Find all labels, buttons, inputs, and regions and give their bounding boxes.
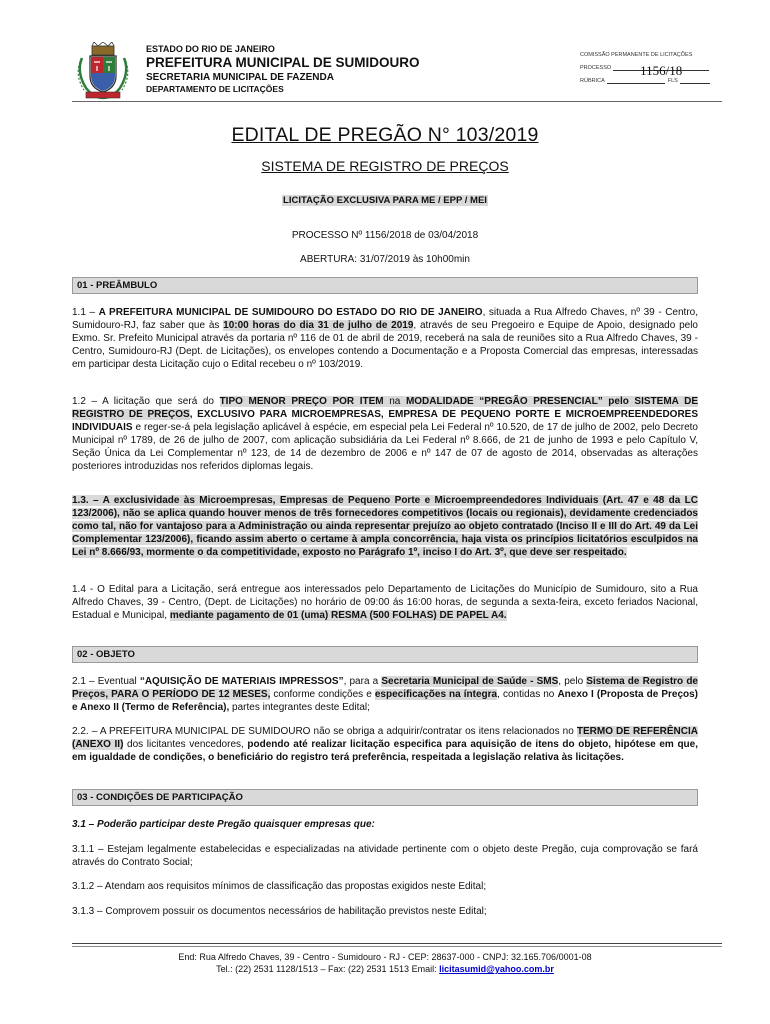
- paragraph-2-2: [72, 725, 698, 764]
- commission-label: COMISSÃO PERMANENTE DE LICITAÇÕES: [580, 52, 693, 58]
- text-run: Secretaria Municipal de Saúde - SMS: [381, 676, 559, 687]
- text-run: TERMO DE REFERÊNCIA (ANEXO II): [72, 726, 699, 750]
- text-run: 3.1 – Poderão participar deste Pregão quaisquer empresas que:: [72, 819, 375, 830]
- section-heading-condicoes: 03 - CONDIÇÕES DE PARTICIPAÇÃO: [72, 789, 698, 806]
- text-run: 1.4 - O Edital para a Licitação, será entregue aos interessados pelo Departamento de Licitações do Município de Sumidouro, sito a Rua Alfredo Chaves, 39 - Centro, (Dept. de Licitações) no horário de 09:00 ás 16:00 horas, de segunda a sexta-feira, exceto feriados Nacional, Estadual e Municipal,: [72, 584, 698, 621]
- text-run: Sistema de Registro de Preços, PARA O PERÍODO DE 12 MESES,: [72, 676, 698, 700]
- header-divider: [72, 101, 722, 102]
- paragraph-3-1: [72, 818, 698, 831]
- text-run: “AQUISIÇÃO DE MATERIAIS IMPRESSOS”: [139, 676, 344, 687]
- text-run: 2.1 – Eventual: [72, 676, 140, 687]
- text-run: 10:00 horas do dia 31 de julho de 2019: [223, 320, 414, 331]
- text-run: , contidas no: [497, 689, 558, 700]
- paragraph-3-1-2: [72, 880, 698, 893]
- text-run: , através de seu Pregoeiro e Equipe de Apoio, designado pelo Exmo. Sr. Prefeito Municipal através da portaria nº 116 de 01 de abril de 2019, receberá na sala de reuniões sito a Rua Alfredo Chaves, 39 - Centro, Sumidouro-RJ (Dept. de Licitações), os envelopes contendo a Documentação e a Proposta Comercial das empresas, interessadas em participar desta Licitação cujo o Edital recebeu o nº 103/2019.: [72, 320, 698, 370]
- text-run: partes integrantes deste Edital;: [229, 702, 370, 713]
- paragraph-3-1-3: [72, 905, 698, 918]
- text-run: TIPO MENOR PREÇO POR ITEM: [219, 396, 384, 407]
- text-run: podendo até realizar licitação especifica para aquisição de itens do objeto, hipótese em que, em igualdade de condições, o beneficiário do registro terá preferência, respeitada a legislação relativa às licitações.: [72, 739, 698, 763]
- paragraph-1-3: [72, 494, 698, 559]
- email-link[interactable]: licitasumid@yahoo.com.br: [439, 964, 554, 974]
- process-number: 1156/18: [640, 63, 683, 78]
- exclusive-text: LICITAÇÃO EXCLUSIVA PARA ME / EPP / MEI: [283, 195, 487, 206]
- process-label: PROCESSO: [580, 65, 612, 71]
- paragraph-1-2: [72, 395, 698, 473]
- text-run: , EXCLUSIVO PARA MICROEMPRESAS, EMPRESA DE PEQUENO PORTE E MICROEMPREENDEDORES INDIVIDUAIS: [72, 409, 699, 433]
- document-subtitle: SISTEMA DE REGISTRO DE PREÇOS: [261, 158, 509, 174]
- header-text: [146, 44, 516, 94]
- text-run: 1.1 –: [72, 307, 99, 318]
- text-run: 3.1.3 – Comprovem possuir os documentos necessários de habilitação previstos neste Edital;: [72, 906, 487, 917]
- text-run: conforme condições e: [270, 689, 375, 700]
- coat-of-arms-icon: [72, 42, 134, 100]
- section-heading-objeto: 02 - OBJETO: [72, 646, 698, 663]
- text-run: na: [383, 396, 406, 407]
- text-run: Anexo I (Proposta de Preços) e Anexo II (Termo de Referência),: [72, 689, 699, 713]
- commission-stamp: [580, 52, 720, 84]
- department-name: DEPARTAMENTO DE LICITAÇÕES: [146, 84, 284, 94]
- page-footer: [0, 951, 770, 975]
- text-run: 1.2 – A licitação que será do: [72, 396, 220, 407]
- fls-label: FLS: [667, 78, 678, 84]
- text-run: , pelo: [558, 676, 587, 687]
- text-run: mediante pagamento de 01 (uma) RESMA (500 FOLHAS) DE PAPEL A4.: [169, 610, 507, 621]
- text-run: MODALIDADE “PREGÃO PRESENCIAL” pelo SISTEMA DE REGISTRO DE PREÇOS: [72, 396, 698, 420]
- text-run: 3.1.1 – Estejam legalmente estabelecidas e especializadas na atividade pertinente com o objeto deste Pregão, cuja comprovação se fará através do Contrato Social;: [72, 844, 698, 868]
- text-run: especificações na íntegra: [374, 689, 498, 700]
- section-heading-preambulo: 01 - PREÂMBULO: [72, 277, 698, 294]
- city-hall-name: PREFEITURA MUNICIPAL DE SUMIDOURO: [146, 55, 420, 70]
- text-run: 3.1.2 – Atendam aos requisitos mínimos de classificação das propostas exigidos neste Edital;: [72, 881, 487, 892]
- page-header: [72, 40, 722, 100]
- text-run: dos licitantes vencedores,: [123, 739, 248, 750]
- text-run: e reger-se-á pela legislação aplicável à espécie, em especial pela Lei Federal nº 10.520, de 17 de julho de 2002, pelo Decreto Municipal nº 1789, de 26 de julho de 2007, com aplicação subsidiária da Lei Federal nº 8.666, de 21 de junho de 1993 e pelo Capítulo V, Seção Única da Lei Complementar nº 123, de 14 de dezembro de 2006 e nº 147 de 07 de agosto de 2014, observadas as alterações posteriores introduzidas nos referidos diplomas legais.: [72, 422, 698, 472]
- text-run: A PREFEITURA MUNICIPAL DE SUMIDOURO DO ESTADO DO RIO DE JANEIRO: [98, 307, 483, 318]
- paragraph-1-4: [72, 583, 698, 622]
- exclusive-notice: [0, 195, 770, 206]
- process-line: PROCESSO Nº 1156/2018 de 03/04/2018: [291, 230, 479, 241]
- footer-divider-thin: [72, 946, 722, 947]
- footer-phone: Tel.: (22) 2531 1128/1513 – Fax: (22) 2531 1513 Email:: [216, 964, 440, 974]
- secretariat-name: SECRETARIA MUNICIPAL DE FAZENDA: [146, 72, 334, 83]
- footer-address: End: Rua Alfredo Chaves, 39 - Centro - Sumidouro - RJ - CEP: 28637-000 - CNPJ: 32.165.706/0001-08: [178, 952, 592, 962]
- text-run: , situada a Rua Alfredo Chaves, nº 39 - Centro, Sumidouro-RJ, faz saber que às: [72, 307, 698, 331]
- text-run: 1.3. – A exclusividade às Microempresas, Empresas de Pequeno Porte e Microempreendedores Individuais (Art. 47 e 48 da LC 123/2006), não se aplica quando houver menos de três fornecedores competitivos (locais ou regionais), devidamente credenciados como tal, não for vantajoso para a Administração ou ainda representar prejuízo ao objeto contratado (Inciso II e III do Art. 49 da Lei Complementar 123/2006), ficando assim aberto o certame à ampla concorrência, haja vista os princípios licitatórios esculpidos na Lei nº 8.666/93, mormente o da competitividade, exposto no Parágrafo 1º, inciso I do Art. 3º, que deve ser respeitado.: [72, 495, 698, 558]
- paragraph-1-1: [72, 306, 698, 371]
- state-name: ESTADO DO RIO DE JANEIRO: [146, 44, 275, 54]
- footer-divider: [72, 943, 722, 944]
- opening-line: ABERTURA: 31/07/2019 às 10h00min: [300, 254, 470, 265]
- text-run: 2.2. – A PREFEITURA MUNICIPAL DE SUMIDOURO não se obriga a adquirir/contratar os itens relacionados no: [72, 726, 577, 737]
- footer-contact: [0, 963, 770, 975]
- document-title: EDITAL DE PREGÃO N° 103/2019: [231, 124, 539, 146]
- text-run: , para a: [343, 676, 382, 687]
- paragraph-2-1: [72, 675, 698, 714]
- paragraph-3-1-1: [72, 843, 698, 869]
- rubrica-label: RÚBRICA: [580, 78, 605, 84]
